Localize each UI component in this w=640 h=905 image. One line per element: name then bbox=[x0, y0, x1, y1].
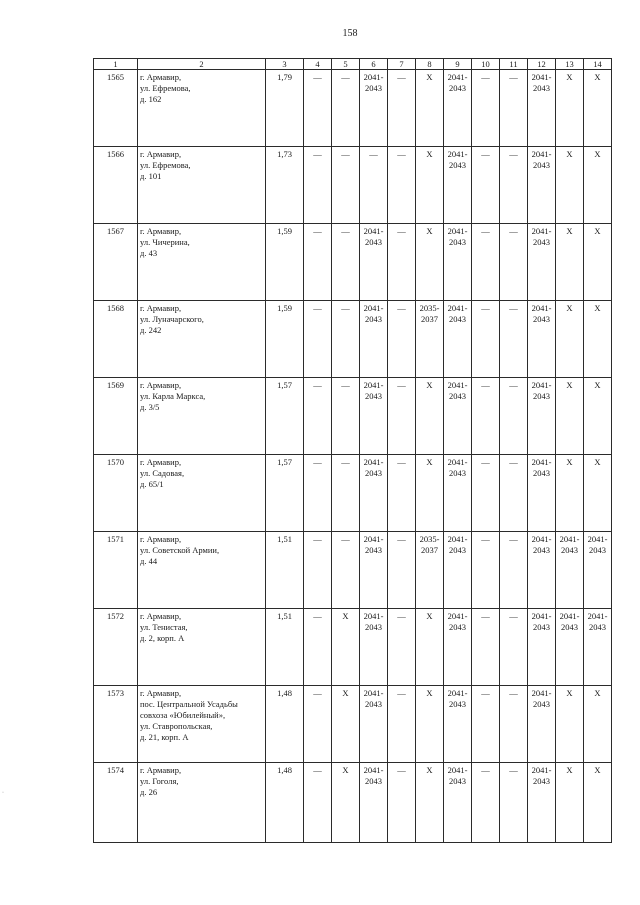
column-number-5: 5 bbox=[332, 59, 360, 70]
address-cell bbox=[138, 686, 266, 763]
address-line: г. Армавир, bbox=[140, 765, 182, 775]
value-cell-col-7: — bbox=[388, 686, 416, 763]
address-line: д. 65/1 bbox=[140, 479, 164, 490]
value-cell-col-14: X bbox=[584, 763, 612, 843]
value-cell-col-13: X bbox=[556, 378, 584, 455]
value-cell-col-7: — bbox=[388, 378, 416, 455]
value-cell-col-12: 2041- 2043 bbox=[528, 532, 556, 609]
address-line: г. Армавир, bbox=[140, 611, 182, 621]
value-cell-col-11: — bbox=[500, 70, 528, 147]
value-cell-col-10: — bbox=[472, 686, 500, 763]
value-cell-col-9: 2041- 2043 bbox=[444, 70, 472, 147]
value-cell-col-11: — bbox=[500, 378, 528, 455]
row-number: 1568 bbox=[94, 301, 138, 378]
address-line: ул. Луначарского, bbox=[140, 314, 204, 325]
value-cell-col-12: 2041- 2043 bbox=[528, 224, 556, 301]
value-cell-col-7: — bbox=[388, 224, 416, 301]
value-cell-col-8: 2035- 2037 bbox=[416, 532, 444, 609]
value-cell-col-13: X bbox=[556, 224, 584, 301]
row-number: 1567 bbox=[94, 224, 138, 301]
address-line: д. 21, корп. А bbox=[140, 732, 189, 743]
table-row bbox=[94, 70, 612, 147]
value-cell-col-6: 2041- 2043 bbox=[360, 455, 388, 532]
value-cell-col-10: — bbox=[472, 70, 500, 147]
value-cell-col-4: — bbox=[304, 301, 332, 378]
value-cell-col-6: 2041- 2043 bbox=[360, 686, 388, 763]
value-cell-col-11: — bbox=[500, 224, 528, 301]
value-cell-col-7: — bbox=[388, 147, 416, 224]
address-line: г. Армавир, bbox=[140, 149, 182, 159]
value-cell-col-14: X bbox=[584, 147, 612, 224]
address-line: совхоза «Юбилейный», bbox=[140, 710, 226, 721]
value-cell-col-14: X bbox=[584, 378, 612, 455]
value-cell-col-5: — bbox=[332, 378, 360, 455]
value-cell-col-5: — bbox=[332, 224, 360, 301]
value-cell-col-4: — bbox=[304, 378, 332, 455]
value-cell-col-6: 2041- 2043 bbox=[360, 70, 388, 147]
value-cell-col-10: — bbox=[472, 763, 500, 843]
address-line: ул. Советской Армии, bbox=[140, 545, 220, 556]
value-cell-col-11: — bbox=[500, 609, 528, 686]
value-cell-col-11: — bbox=[500, 532, 528, 609]
address-line: д. 162 bbox=[140, 94, 162, 105]
column-number-row bbox=[94, 59, 612, 70]
address-line: д. 101 bbox=[140, 171, 162, 182]
address-line: д. 26 bbox=[140, 787, 158, 798]
row-number: 1565 bbox=[94, 70, 138, 147]
row-number: 1569 bbox=[94, 378, 138, 455]
table-row bbox=[94, 532, 612, 609]
value-cell-col-6: — bbox=[360, 147, 388, 224]
value-cell-col-8: X bbox=[416, 70, 444, 147]
row-number: 1566 bbox=[94, 147, 138, 224]
address-line: д. 242 bbox=[140, 325, 162, 336]
address-line: ул. Ефремова, bbox=[140, 160, 191, 171]
value-cell-col-12: 2041- 2043 bbox=[528, 378, 556, 455]
value-cell-col-11: — bbox=[500, 686, 528, 763]
value-cell-col-12: 2041- 2043 bbox=[528, 609, 556, 686]
value-cell-col-5: X bbox=[332, 609, 360, 686]
value-cell-col-3: 1,57 bbox=[266, 455, 304, 532]
value-cell-col-4: — bbox=[304, 455, 332, 532]
value-cell-col-14: X bbox=[584, 70, 612, 147]
address-line: пос. Центральной Усадьбы bbox=[140, 699, 238, 710]
value-cell-col-6: 2041- 2043 bbox=[360, 609, 388, 686]
column-number-14: 14 bbox=[584, 59, 612, 70]
address-line: д. 44 bbox=[140, 556, 158, 567]
address-cell bbox=[138, 532, 266, 609]
value-cell-col-9: 2041- 2043 bbox=[444, 763, 472, 843]
address-line: ул. Чичерина, bbox=[140, 237, 190, 248]
value-cell-col-10: — bbox=[472, 224, 500, 301]
value-cell-col-3: 1,79 bbox=[266, 70, 304, 147]
value-cell-col-4: — bbox=[304, 763, 332, 843]
value-cell-col-13: X bbox=[556, 301, 584, 378]
value-cell-col-12: 2041- 2043 bbox=[528, 763, 556, 843]
value-cell-col-9: 2041- 2043 bbox=[444, 378, 472, 455]
value-cell-col-8: X bbox=[416, 378, 444, 455]
address-cell bbox=[138, 224, 266, 301]
page-number: 158 bbox=[342, 28, 358, 39]
value-cell-col-13: X bbox=[556, 455, 584, 532]
column-number-13: 13 bbox=[556, 59, 584, 70]
value-cell-col-5: — bbox=[332, 70, 360, 147]
address-line: ул. Садовая, bbox=[140, 468, 185, 479]
address-line: ул. Тенистая, bbox=[140, 622, 188, 633]
column-number-6: 6 bbox=[360, 59, 388, 70]
address-cell bbox=[138, 609, 266, 686]
value-cell-col-4: — bbox=[304, 609, 332, 686]
value-cell-col-4: — bbox=[304, 224, 332, 301]
address-cell bbox=[138, 378, 266, 455]
address-line: г. Армавир, bbox=[140, 303, 182, 313]
address-line: д. 3/5 bbox=[140, 402, 160, 413]
address-line: г. Армавир, bbox=[140, 226, 182, 236]
value-cell-col-14: X bbox=[584, 686, 612, 763]
address-cell bbox=[138, 147, 266, 224]
value-cell-col-7: — bbox=[388, 455, 416, 532]
margin-mark: · bbox=[2, 790, 4, 796]
value-cell-col-9: 2041- 2043 bbox=[444, 532, 472, 609]
value-cell-col-8: X bbox=[416, 686, 444, 763]
value-cell-col-7: — bbox=[388, 763, 416, 843]
row-number: 1570 bbox=[94, 455, 138, 532]
value-cell-col-4: — bbox=[304, 686, 332, 763]
value-cell-col-13: X bbox=[556, 70, 584, 147]
table-row bbox=[94, 147, 612, 224]
value-cell-col-4: — bbox=[304, 70, 332, 147]
table-row bbox=[94, 686, 612, 763]
value-cell-col-5: X bbox=[332, 763, 360, 843]
address-cell bbox=[138, 455, 266, 532]
value-cell-col-8: 2035- 2037 bbox=[416, 301, 444, 378]
column-number-4: 4 bbox=[304, 59, 332, 70]
value-cell-col-3: 1,59 bbox=[266, 301, 304, 378]
value-cell-col-12: 2041- 2043 bbox=[528, 147, 556, 224]
value-cell-col-9: 2041- 2043 bbox=[444, 147, 472, 224]
value-cell-col-8: X bbox=[416, 609, 444, 686]
value-cell-col-9: 2041- 2043 bbox=[444, 224, 472, 301]
address-cell bbox=[138, 301, 266, 378]
value-cell-col-11: — bbox=[500, 301, 528, 378]
value-cell-col-14: 2041- 2043 bbox=[584, 609, 612, 686]
column-number-3: 3 bbox=[266, 59, 304, 70]
address-line: ул. Гоголя, bbox=[140, 776, 179, 787]
value-cell-col-9: 2041- 2043 bbox=[444, 301, 472, 378]
address-line: г. Армавир, bbox=[140, 457, 182, 467]
value-cell-col-8: X bbox=[416, 455, 444, 532]
value-cell-col-6: 2041- 2043 bbox=[360, 532, 388, 609]
column-number-9: 9 bbox=[444, 59, 472, 70]
address-line: д. 43 bbox=[140, 248, 158, 259]
value-cell-col-10: — bbox=[472, 455, 500, 532]
value-cell-col-13: X bbox=[556, 147, 584, 224]
value-cell-col-3: 1,57 bbox=[266, 378, 304, 455]
value-cell-col-7: — bbox=[388, 532, 416, 609]
address-line: ул. Ставропольская, bbox=[140, 721, 213, 732]
value-cell-col-14: 2041- 2043 bbox=[584, 532, 612, 609]
column-number-2: 2 bbox=[138, 59, 266, 70]
value-cell-col-12: 2041- 2043 bbox=[528, 686, 556, 763]
column-number-1: 1 bbox=[94, 59, 138, 70]
value-cell-col-6: 2041- 2043 bbox=[360, 763, 388, 843]
value-cell-col-9: 2041- 2043 bbox=[444, 686, 472, 763]
value-cell-col-11: — bbox=[500, 455, 528, 532]
value-cell-col-3: 1,48 bbox=[266, 686, 304, 763]
table-row bbox=[94, 301, 612, 378]
value-cell-col-14: X bbox=[584, 455, 612, 532]
value-cell-col-4: — bbox=[304, 147, 332, 224]
value-cell-col-11: — bbox=[500, 763, 528, 843]
value-cell-col-6: 2041- 2043 bbox=[360, 301, 388, 378]
address-line: г. Армавир, bbox=[140, 534, 182, 544]
value-cell-col-3: 1,73 bbox=[266, 147, 304, 224]
column-number-11: 11 bbox=[500, 59, 528, 70]
table-body bbox=[94, 59, 612, 843]
column-number-8: 8 bbox=[416, 59, 444, 70]
row-number: 1571 bbox=[94, 532, 138, 609]
value-cell-col-7: — bbox=[388, 609, 416, 686]
row-number: 1573 bbox=[94, 686, 138, 763]
address-cell bbox=[138, 70, 266, 147]
value-cell-col-7: — bbox=[388, 70, 416, 147]
address-line: г. Армавир, bbox=[140, 72, 182, 82]
value-cell-col-9: 2041- 2043 bbox=[444, 455, 472, 532]
value-cell-col-3: 1,51 bbox=[266, 609, 304, 686]
value-cell-col-7: — bbox=[388, 301, 416, 378]
address-line: г. Армавир, bbox=[140, 688, 182, 698]
value-cell-col-10: — bbox=[472, 609, 500, 686]
value-cell-col-5: — bbox=[332, 301, 360, 378]
value-cell-col-10: — bbox=[472, 147, 500, 224]
table-row bbox=[94, 378, 612, 455]
value-cell-col-12: 2041- 2043 bbox=[528, 455, 556, 532]
value-cell-col-5: X bbox=[332, 686, 360, 763]
column-number-7: 7 bbox=[388, 59, 416, 70]
value-cell-col-14: X bbox=[584, 224, 612, 301]
value-cell-col-3: 1,59 bbox=[266, 224, 304, 301]
value-cell-col-6: 2041- 2043 bbox=[360, 224, 388, 301]
column-number-12: 12 bbox=[528, 59, 556, 70]
column-number-10: 10 bbox=[472, 59, 500, 70]
value-cell-col-3: 1,48 bbox=[266, 763, 304, 843]
value-cell-col-12: 2041- 2043 bbox=[528, 301, 556, 378]
value-cell-col-8: X bbox=[416, 147, 444, 224]
value-cell-col-8: X bbox=[416, 763, 444, 843]
address-line: д. 2, корп. А bbox=[140, 633, 185, 644]
value-cell-col-13: 2041- 2043 bbox=[556, 532, 584, 609]
table-row bbox=[94, 455, 612, 532]
value-cell-col-10: — bbox=[472, 301, 500, 378]
address-cell bbox=[138, 763, 266, 843]
address-line: ул. Карла Маркса, bbox=[140, 391, 206, 402]
value-cell-col-8: X bbox=[416, 224, 444, 301]
address-line: ул. Ефремова, bbox=[140, 83, 191, 94]
value-cell-col-9: 2041- 2043 bbox=[444, 609, 472, 686]
table-row bbox=[94, 224, 612, 301]
value-cell-col-10: — bbox=[472, 532, 500, 609]
value-cell-col-13: X bbox=[556, 763, 584, 843]
address-line: г. Армавир, bbox=[140, 380, 182, 390]
value-cell-col-11: — bbox=[500, 147, 528, 224]
row-number: 1572 bbox=[94, 609, 138, 686]
value-cell-col-5: — bbox=[332, 455, 360, 532]
value-cell-col-4: — bbox=[304, 532, 332, 609]
value-cell-col-6: 2041- 2043 bbox=[360, 378, 388, 455]
value-cell-col-5: — bbox=[332, 532, 360, 609]
value-cell-col-3: 1,51 bbox=[266, 532, 304, 609]
value-cell-col-10: — bbox=[472, 378, 500, 455]
value-cell-col-12: 2041- 2043 bbox=[528, 70, 556, 147]
value-cell-col-5: — bbox=[332, 147, 360, 224]
value-cell-col-13: 2041- 2043 bbox=[556, 609, 584, 686]
value-cell-col-14: X bbox=[584, 301, 612, 378]
table-row bbox=[94, 609, 612, 686]
registry-table bbox=[93, 58, 612, 843]
row-number: 1574 bbox=[94, 763, 138, 843]
table-row bbox=[94, 763, 612, 843]
value-cell-col-13: X bbox=[556, 686, 584, 763]
